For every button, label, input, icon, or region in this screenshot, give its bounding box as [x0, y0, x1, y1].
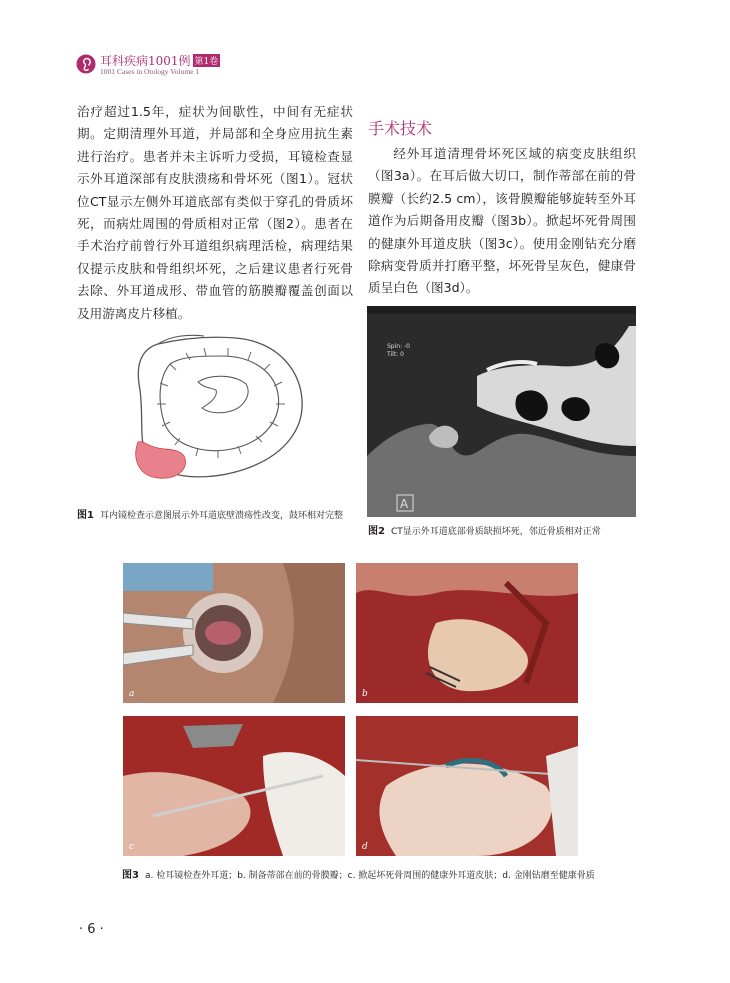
- figure1-drawing: [118, 330, 308, 490]
- section-title: 手术技术: [368, 119, 433, 138]
- figure1-caption: 图1 耳内镜检查示意图展示外耳道底壁溃疡性改变，鼓环相对完整: [77, 510, 343, 521]
- header-subtitle: 1001 Cases in Otology Volume 1: [100, 67, 200, 76]
- figure3-panel-a: [123, 563, 345, 703]
- left-body-paragraph: 治疗超过1.5年，症状为间歇性，中间有无症状期。定期清理外耳道，并局部和全身应用抗生素进行治疗。患者并未主诉听力受损，耳镜检查显示外耳道深部有皮肤溃疡和骨坏死（图1）。冠状位CT显示左侧外耳道底部有类似于穿孔的骨质坏死，而病灶周围的骨质相对正常（图2）。患者在手术治疗前曾行外耳道组织病理活检，病理结果仅提示皮肤和骨组织坏死，之后建议患者行死骨去除、外耳道成形、带血管的筋膜瓣覆盖创面以及用游离皮片移植。: [77, 104, 353, 321]
- panel-a-label: a: [129, 689, 135, 699]
- ear-logo-icon: [76, 52, 96, 76]
- figure2-caption: 图2 CT显示外耳道底部骨质缺损坏死，邻近骨质相对正常: [368, 526, 601, 537]
- ct-overlay-tilt: Tilt: 0: [387, 351, 404, 358]
- figure2-ct-image: [367, 306, 636, 517]
- ct-overlay-spin: Spin: -0: [387, 343, 410, 350]
- header-volume-badge: 第1卷: [193, 54, 221, 67]
- header-title: 耳科疾病1001例 第1卷: [100, 54, 219, 68]
- panel-d-label: d: [362, 842, 368, 852]
- panel-c-label: c: [129, 842, 135, 852]
- right-body-paragraph: 经外耳道清理骨坏死区域的病变皮肤组织（图3a）。在耳后做大切口，制作蒂部在前的骨膜瓣（长约2.5 cm），该骨膜瓣能够旋转至外耳道作为后期备用皮瓣（图3b）。掀起坏死骨周围的健康外耳道皮肤（图3c）。使用金刚钻充分磨除病变骨质并打磨平整，坏死骨呈灰色，健康骨质呈白色（图3d）。: [368, 146, 636, 296]
- page-number: · 6 ·: [79, 922, 104, 937]
- figure3-panel-d: [356, 716, 578, 856]
- figure3-panel-b: [356, 563, 578, 703]
- ct-corner-label: A: [400, 497, 409, 511]
- panel-b-label: b: [362, 689, 368, 699]
- figure3-panel-c: [123, 716, 345, 856]
- figure3-caption: 图3 a. 检耳镜检查外耳道；b. 制备蒂部在前的骨膜瓣；c. 掀起坏死骨周围的健康外耳道皮肤；d. 金刚钻磨至健康骨质: [122, 870, 595, 881]
